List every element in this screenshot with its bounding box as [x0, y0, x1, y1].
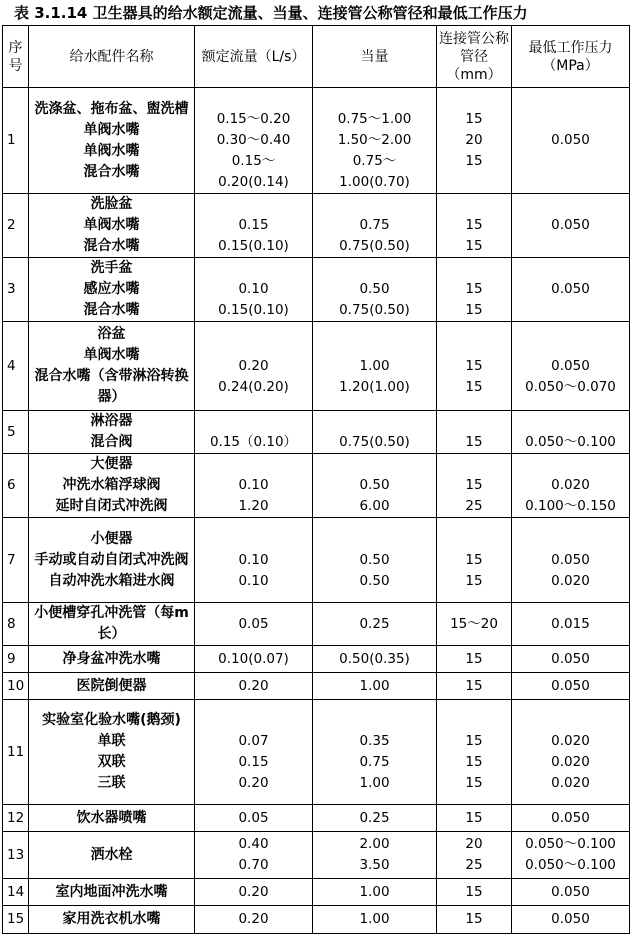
pipe-value: 15	[465, 477, 483, 493]
table-row	[3, 603, 630, 646]
flow-value: 0.05	[238, 809, 269, 826]
pipe-value-cell	[437, 411, 512, 454]
pressure-value: 0.050	[551, 677, 590, 694]
fixture-name: 混合水嘴（含带淋浴转换器）	[34, 368, 189, 405]
equiv-value-cell	[313, 411, 437, 454]
flow-value: 0.20	[238, 911, 269, 927]
flow-value-cell	[195, 879, 313, 906]
equiv-value: 0.25	[359, 615, 390, 632]
flow-value: 0.70	[238, 857, 269, 873]
fixture-name: 双联	[97, 754, 126, 770]
pressure-value-cell	[512, 194, 630, 258]
flow-value: 0.15	[238, 754, 269, 770]
flow-value: 0.15(0.10)	[218, 302, 289, 318]
equiv-value	[315, 335, 434, 356]
table-body	[3, 88, 630, 934]
flow-value: 0.10	[238, 477, 269, 493]
pipe-value-cell	[437, 673, 512, 700]
fixture-name-cell	[29, 673, 195, 700]
flow-value-cell	[195, 411, 313, 454]
equiv-value: 0.75(0.50)	[339, 434, 410, 450]
flow-value-cell	[195, 805, 313, 832]
equiv-value: 1.00	[359, 911, 390, 927]
pressure-value-cell	[512, 673, 630, 700]
row-number: 5	[3, 411, 29, 454]
row-number: 4	[3, 322, 29, 411]
flow-value-cell	[195, 646, 313, 673]
equiv-value	[315, 454, 434, 475]
fixture-name-cell	[29, 322, 195, 411]
fixture-name-cell	[29, 88, 195, 194]
equiv-value-cell	[313, 879, 437, 906]
pressure-value: 0.050	[551, 551, 590, 568]
equiv-value: 0.35	[359, 733, 390, 749]
flow-value: 0.40	[238, 836, 269, 852]
equiv-value-cell	[313, 258, 437, 322]
pressure-value: 0.050	[551, 281, 590, 297]
flow-value: 0.15	[238, 217, 269, 233]
equiv-value	[315, 710, 434, 731]
flow-value: 0.15～0.20	[216, 111, 291, 127]
table-row	[3, 832, 630, 879]
flow-value: 0.20	[238, 883, 269, 900]
fixture-name: 冲洗水箱浮球阀	[62, 477, 161, 493]
fixture-name-cell	[29, 805, 195, 832]
pressure-value-cell	[512, 646, 630, 673]
pressure-value: 0.020	[551, 754, 590, 770]
fixture-name: 混合水嘴	[83, 163, 140, 180]
flow-value: 0.30～0.40	[216, 132, 291, 148]
pressure-value	[514, 454, 627, 475]
fixture-name: 小便器	[90, 530, 133, 547]
pipe-value-cell	[437, 322, 512, 411]
fixture-name-cell	[29, 603, 195, 646]
fixture-name: 单阀水嘴	[83, 217, 140, 233]
flow-value: 0.20	[238, 775, 269, 791]
flow-value: 0.10(0.07)	[218, 650, 289, 667]
equiv-value: 1.00	[359, 775, 390, 791]
table-row	[3, 906, 630, 934]
pipe-value	[439, 710, 509, 731]
flow-value	[197, 710, 310, 731]
pipe-value: 20	[465, 836, 483, 852]
equiv-value-cell	[313, 805, 437, 832]
equiv-value: 0.25	[359, 809, 390, 826]
table-row	[3, 411, 630, 454]
flow-value: 0.20	[238, 677, 269, 694]
pressure-value-cell	[512, 322, 630, 411]
row-number: 7	[3, 518, 29, 603]
pressure-value: 0.050	[551, 809, 590, 826]
equiv-value-cell	[313, 454, 437, 518]
fixture-name: 单阀水嘴	[83, 347, 140, 363]
pipe-value: 15～20	[450, 615, 498, 632]
pipe-value	[439, 258, 509, 279]
flow-value	[197, 194, 310, 215]
pressure-value: 0.050～0.100	[525, 434, 616, 450]
flow-value: 0.10	[238, 281, 269, 297]
pressure-value: 0.050～0.100	[525, 836, 616, 852]
fixture-name: 洒水栓	[90, 846, 133, 863]
pipe-value: 20	[465, 132, 483, 148]
table-row	[3, 879, 630, 906]
pipe-value: 15	[465, 434, 483, 450]
pressure-value-cell	[512, 258, 630, 322]
equiv-value: 1.00(0.70)	[339, 174, 410, 190]
equiv-value-cell	[313, 603, 437, 646]
flow-value-cell	[195, 603, 313, 646]
equiv-value-cell	[313, 194, 437, 258]
pipe-value-cell	[437, 805, 512, 832]
pressure-value: 0.050	[551, 357, 590, 374]
equiv-value	[315, 529, 434, 550]
fixture-name: 洗脸盆	[90, 196, 133, 212]
fixture-name: 小便槽穿孔冲洗管（每m长）	[34, 605, 189, 642]
pipe-value-cell	[437, 603, 512, 646]
flow-value: 0.20	[238, 357, 269, 374]
fixture-name: 净身盆冲洗水嘴	[62, 650, 161, 667]
fixture-name-cell	[29, 194, 195, 258]
pressure-value	[514, 529, 627, 550]
fixture-name-cell	[29, 454, 195, 518]
pressure-value: 0.015	[551, 615, 590, 632]
flow-value: 0.15～	[231, 153, 276, 169]
pipe-value: 15	[465, 809, 483, 826]
pipe-value-cell	[437, 454, 512, 518]
flow-value-cell	[195, 454, 313, 518]
pressure-value: 0.020	[551, 775, 590, 791]
equiv-value: 1.20(1.00)	[339, 378, 410, 395]
pipe-value: 15	[465, 302, 483, 318]
equiv-value: 0.75～	[352, 153, 397, 169]
equiv-value: 0.75(0.50)	[339, 238, 410, 254]
pipe-value: 15	[465, 238, 483, 254]
equiv-value	[315, 258, 434, 279]
table-row	[3, 194, 630, 258]
equiv-value	[315, 88, 434, 109]
fixture-name: 单阀水嘴	[83, 142, 140, 159]
pipe-value: 15	[465, 754, 483, 770]
flow-value-cell	[195, 906, 313, 934]
pressure-value: 0.050	[551, 911, 590, 927]
row-number: 6	[3, 454, 29, 518]
equiv-value-cell	[313, 88, 437, 194]
pressure-value-cell	[512, 603, 630, 646]
flow-value-cell	[195, 832, 313, 879]
pressure-value: 0.050	[551, 217, 590, 233]
pipe-value: 15	[465, 111, 483, 127]
pressure-value: 0.050	[551, 650, 590, 667]
fixture-name: 饮水器喷嘴	[76, 809, 147, 826]
table-row	[3, 258, 630, 322]
equiv-value	[315, 194, 434, 215]
row-number: 9	[3, 646, 29, 673]
pressure-value	[514, 710, 627, 731]
header-name: 给水配件名称	[29, 26, 195, 88]
row-number: 2	[3, 194, 29, 258]
pressure-value-cell	[512, 454, 630, 518]
flow-value	[197, 258, 310, 279]
pressure-value: 0.020	[551, 733, 590, 749]
row-number: 8	[3, 603, 29, 646]
pressure-value	[514, 335, 627, 356]
equiv-value: 0.75～1.00	[337, 111, 412, 127]
table-row	[3, 322, 630, 411]
pressure-value: 0.050	[551, 132, 590, 148]
fixture-name-cell	[29, 879, 195, 906]
equiv-value-cell	[313, 700, 437, 805]
row-number: 1	[3, 88, 29, 194]
equiv-value: 6.00	[359, 498, 390, 514]
pipe-value: 15	[465, 883, 483, 900]
pipe-value	[439, 529, 509, 550]
pipe-value: 15	[465, 650, 483, 667]
row-number: 12	[3, 805, 29, 832]
header-pressure: 最低工作压力（MPa）	[512, 26, 630, 88]
equiv-value: 0.50	[359, 477, 390, 493]
pressure-value-cell	[512, 518, 630, 603]
fixture-name: 室内地面冲洗水嘴	[55, 883, 168, 900]
pipe-value: 15	[465, 572, 483, 589]
fixture-name: 洗手盆	[90, 260, 133, 276]
flow-value: 0.07	[238, 733, 269, 749]
flow-value	[197, 411, 310, 432]
fixture-name: 三联	[97, 775, 126, 791]
fixture-name: 单联	[97, 733, 126, 749]
header-no: 序号	[3, 26, 29, 88]
row-number: 11	[3, 700, 29, 805]
pressure-value: 0.050～0.070	[525, 378, 616, 395]
pressure-value-cell	[512, 832, 630, 879]
fixtures-table	[2, 25, 630, 934]
equiv-value: 1.00	[359, 357, 390, 374]
flow-value	[197, 454, 310, 475]
fixture-name: 自动冲洗水箱进水阀	[48, 572, 175, 589]
equiv-value: 0.50	[359, 572, 390, 589]
fixture-name: 浴盆	[97, 326, 126, 342]
flow-value: 0.10	[238, 572, 269, 589]
fixture-name-cell	[29, 700, 195, 805]
pressure-value: 0.020	[551, 572, 590, 589]
fixture-name: 实验室化验水嘴(鹅颈)	[42, 712, 181, 728]
equiv-value-cell	[313, 832, 437, 879]
equiv-value-cell	[313, 518, 437, 603]
flow-value	[197, 88, 310, 109]
header-pipe: 连接管公称管径（mm）	[437, 26, 512, 88]
pipe-value: 25	[465, 857, 483, 873]
equiv-value: 1.50～2.00	[337, 132, 412, 148]
fixture-name-cell	[29, 832, 195, 879]
flow-value-cell	[195, 700, 313, 805]
pipe-value: 15	[465, 551, 483, 568]
fixture-name: 混合水嘴	[83, 238, 140, 254]
pipe-value-cell	[437, 832, 512, 879]
flow-value-cell	[195, 322, 313, 411]
fixture-name-cell	[29, 906, 195, 934]
equiv-value: 0.50(0.35)	[339, 650, 410, 667]
equiv-value: 0.50	[359, 551, 390, 568]
equiv-value-cell	[313, 906, 437, 934]
fixture-name: 手动或自动自闭式冲洗阀	[34, 551, 189, 568]
flow-value: 0.10	[238, 551, 269, 568]
pressure-value-cell	[512, 805, 630, 832]
equiv-value: 1.00	[359, 677, 390, 694]
fixture-name: 延时自闭式冲洗阀	[55, 498, 168, 514]
flow-value-cell	[195, 673, 313, 700]
pipe-value-cell	[437, 906, 512, 934]
pressure-value-cell	[512, 906, 630, 934]
pressure-value: 0.050	[551, 883, 590, 900]
equiv-value: 0.75	[359, 754, 390, 770]
pressure-value-cell	[512, 411, 630, 454]
flow-value: 0.15（0.10）	[209, 434, 298, 450]
pipe-value-cell	[437, 646, 512, 673]
pressure-value: 0.020	[551, 477, 590, 493]
flow-value: 0.15(0.10)	[218, 238, 289, 254]
fixture-name-cell	[29, 258, 195, 322]
pipe-value: 15	[465, 911, 483, 927]
fixture-name: 感应水嘴	[83, 281, 140, 297]
flow-value: 1.20	[238, 498, 269, 514]
pressure-value	[514, 411, 627, 432]
flow-value-cell	[195, 518, 313, 603]
equiv-value: 3.50	[359, 857, 390, 873]
pipe-value	[439, 194, 509, 215]
pipe-value: 15	[465, 357, 483, 374]
table-row	[3, 88, 630, 194]
fixture-name: 洗涤盆、拖布盆、盥洗槽	[34, 100, 189, 117]
equiv-value-cell	[313, 673, 437, 700]
fixture-name-cell	[29, 518, 195, 603]
pipe-value	[439, 454, 509, 475]
pipe-value: 15	[465, 378, 483, 395]
pressure-value-cell	[512, 700, 630, 805]
equiv-value: 2.00	[359, 836, 390, 852]
pipe-value-cell	[437, 700, 512, 805]
flow-value-cell	[195, 194, 313, 258]
equiv-value-cell	[313, 646, 437, 673]
header-equiv: 当量	[313, 26, 437, 88]
table-row	[3, 518, 630, 603]
fixture-name: 家用洗衣机水嘴	[62, 911, 161, 927]
flow-value: 0.20(0.14)	[218, 174, 289, 190]
row-number: 13	[3, 832, 29, 879]
fixture-name-cell	[29, 411, 195, 454]
pipe-value: 25	[465, 498, 483, 514]
row-number: 10	[3, 673, 29, 700]
fixture-name: 医院倒便器	[76, 677, 147, 694]
flow-value: 0.24(0.20)	[218, 378, 289, 395]
table-row	[3, 700, 630, 805]
pressure-value-cell	[512, 879, 630, 906]
pressure-value: 0.050～0.100	[525, 857, 616, 873]
fixture-name: 淋浴器	[90, 413, 133, 429]
pipe-value-cell	[437, 879, 512, 906]
flow-value: 0.05	[238, 615, 269, 632]
pipe-value: 15	[465, 217, 483, 233]
header-flow: 额定流量（L/s）	[195, 26, 313, 88]
pipe-value: 15	[465, 153, 483, 169]
pressure-value-cell	[512, 88, 630, 194]
pipe-value	[439, 335, 509, 356]
pressure-value: 0.100～0.150	[525, 498, 616, 514]
equiv-value: 1.00	[359, 883, 390, 900]
fixture-name-cell	[29, 646, 195, 673]
flow-value	[197, 335, 310, 356]
row-number: 3	[3, 258, 29, 322]
pipe-value	[439, 411, 509, 432]
table-row	[3, 646, 630, 673]
fixture-name: 单阀水嘴	[83, 121, 140, 138]
flow-value-cell	[195, 88, 313, 194]
pipe-value-cell	[437, 518, 512, 603]
fixture-name: 混合水嘴	[83, 302, 140, 318]
equiv-value: 0.75(0.50)	[339, 302, 410, 318]
table-row	[3, 673, 630, 700]
flow-value	[197, 529, 310, 550]
row-number: 14	[3, 879, 29, 906]
pipe-value: 15	[465, 775, 483, 791]
equiv-value	[315, 411, 434, 432]
fixture-name: 混合阀	[90, 434, 133, 450]
header-row	[3, 26, 630, 88]
equiv-value: 0.50	[359, 281, 390, 297]
pipe-value-cell	[437, 258, 512, 322]
pipe-value: 15	[465, 677, 483, 694]
pipe-value: 15	[465, 281, 483, 297]
pipe-value-cell	[437, 194, 512, 258]
row-number: 15	[3, 906, 29, 934]
table-row	[3, 805, 630, 832]
equiv-value: 0.75	[359, 217, 390, 233]
table-row	[3, 454, 630, 518]
flow-value-cell	[195, 258, 313, 322]
pipe-value-cell	[437, 88, 512, 194]
fixture-name: 大便器	[90, 456, 133, 472]
table-title: 表 3.1.14 卫生器具的给水额定流量、当量、连接管公称管径和最低工作压力	[14, 4, 528, 22]
equiv-value-cell	[313, 322, 437, 411]
pipe-value: 15	[465, 733, 483, 749]
